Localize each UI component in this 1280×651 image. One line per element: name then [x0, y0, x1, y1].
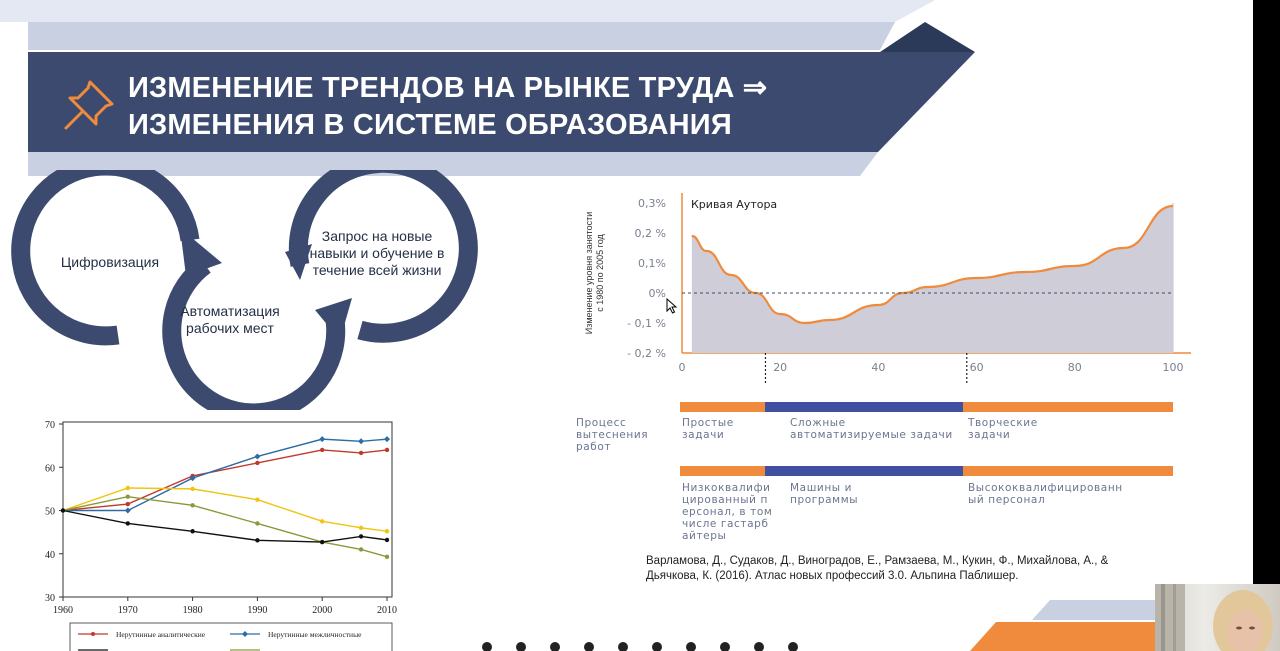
series-point: [255, 538, 259, 542]
bar2-segment-machines: [765, 466, 963, 476]
mouse-cursor-icon: [666, 298, 678, 314]
legend-marker: [91, 632, 95, 636]
series-point: [254, 453, 260, 459]
bar1-label: Процесс вытеснения работ: [576, 417, 649, 453]
series-point: [61, 508, 65, 512]
bar2-segment-highskill: [963, 466, 1173, 476]
series-point: [320, 540, 324, 544]
bar1-creative-label: Творческие задачи: [968, 417, 1038, 441]
nav-dot[interactable]: [516, 642, 526, 651]
x-tick-label: 60: [969, 361, 984, 374]
series-point: [190, 529, 194, 533]
x-tick-label: 0: [678, 361, 686, 374]
series-point: [359, 547, 363, 551]
series-point: [190, 487, 194, 491]
x-tick-label: 1960: [53, 605, 73, 616]
y-tick-label: 50: [45, 506, 55, 518]
nav-dot[interactable]: [550, 642, 560, 651]
y-tick-label: 0,2 %: [634, 227, 666, 240]
series-point: [385, 538, 389, 542]
series-point: [190, 503, 194, 507]
webcam-video: [1155, 584, 1280, 651]
series-point: [255, 521, 259, 525]
cycle-stage-digitalization: Цифровизация: [60, 254, 160, 270]
slide-title-line2: ИЗМЕНЕНИЯ В СИСТЕМЕ ОБРАЗОВАНИЯ: [128, 109, 732, 141]
series-point: [255, 461, 259, 465]
autor-curve-chart: [570, 185, 1200, 385]
cycle-stage-automation: Автоматизация рабочих мест: [180, 303, 280, 336]
legend-item-interpersonal: Нерутинные межличностные: [268, 630, 362, 639]
nav-dot[interactable]: [788, 642, 798, 651]
chart-title: Кривая Аутора: [691, 198, 778, 211]
bar1-segment-automatable: [765, 402, 963, 412]
series-point: [385, 529, 389, 533]
citation: Варламова, Д., Судаков, Д., Виноградов, Е., Рамзаева, М., Кукин, Ф., Михайлова, А., & Дьячкова, К. (2016). Атлас новых профессий 3.0. Альпина Паблишер.: [646, 555, 1109, 582]
nav-dot[interactable]: [618, 642, 628, 651]
series-point: [320, 519, 324, 523]
series-point: [125, 508, 131, 514]
nav-dot[interactable]: [584, 642, 594, 651]
bar1-segment-creative: [963, 402, 1173, 412]
legend-item-analytical: Нерутинные аналитические: [116, 630, 206, 639]
curve-area: [692, 206, 1173, 353]
x-tick-label: 1990: [247, 605, 268, 616]
y-tick-label: 40: [45, 549, 55, 561]
x-tick-label: 1970: [117, 605, 138, 616]
series-point: [358, 438, 364, 444]
employment-line-chart: [30, 412, 420, 651]
series-point: [385, 555, 389, 559]
series-point: [359, 451, 363, 455]
series-point: [319, 436, 325, 442]
x-tick-label: 1980: [182, 605, 203, 616]
y-axis-label: Изменение уровня занятостис 1980 по 2005 год: [584, 211, 605, 335]
series-point: [126, 486, 130, 490]
series-point: [126, 494, 130, 498]
bar2-lowskill-label: Низкоквалифицированный персонал, в том числе гастарбайтеры: [682, 482, 773, 542]
nav-dot[interactable]: [652, 642, 662, 651]
plot-frame: [63, 422, 392, 597]
x-tick-label: 2010: [377, 605, 397, 616]
y-tick-label: 0,1%: [638, 257, 666, 270]
webcam-person-image: [1155, 584, 1280, 651]
cycle-diagram: [0, 170, 500, 410]
y-tick-label: 0,3%: [638, 197, 666, 210]
bar2-segment-lowskill: [680, 466, 765, 476]
y-tick-label: 70: [45, 420, 55, 431]
y-tick-label: 0%: [648, 287, 666, 300]
series-point: [320, 448, 324, 452]
x-tick-label: 100: [1162, 361, 1184, 374]
series-point: [359, 526, 363, 530]
bar2-highskill-label: Высококвалифицированный персонал: [968, 482, 1123, 506]
x-tick-label: 40: [871, 361, 886, 374]
y-tick-label: 60: [45, 463, 55, 475]
y-tick-label: 30: [45, 593, 55, 604]
y-tick-label: - 0,1 %: [627, 317, 666, 330]
pushpin-icon: [60, 76, 118, 134]
nav-dot[interactable]: [482, 642, 492, 651]
nav-dot[interactable]: [720, 642, 730, 651]
series-point: [255, 497, 259, 501]
bar1-segment-simple: [680, 402, 765, 412]
series-point: [384, 436, 390, 442]
bar2-machines-label: Машины и программы: [790, 482, 859, 506]
series-line-4: [63, 511, 387, 543]
bar1-complex-label: Сложные автоматизируемые задачи: [790, 417, 953, 441]
series-point: [126, 502, 130, 506]
slide-title-line1: ИЗМЕНЕНИЕ ТРЕНДОВ НА РЫНКЕ ТРУДА ⇒: [128, 72, 768, 104]
cycle-stage-new-skills: Запрос на новые навыки и обучение в течение всей жизни: [309, 228, 445, 278]
y-tick-label: - 0,2 %: [627, 347, 666, 360]
x-tick-label: 80: [1067, 361, 1082, 374]
nav-dot[interactable]: [686, 642, 696, 651]
series-line-2: [63, 488, 387, 531]
bar1-simple-label: Простые задачи: [682, 417, 734, 441]
x-tick-label: 2000: [312, 605, 333, 616]
series-point: [126, 521, 130, 525]
nav-dot[interactable]: [754, 642, 764, 651]
series-line-0: [63, 450, 387, 511]
series-point: [385, 448, 389, 452]
x-tick-label: 20: [773, 361, 788, 374]
series-point: [359, 534, 363, 538]
